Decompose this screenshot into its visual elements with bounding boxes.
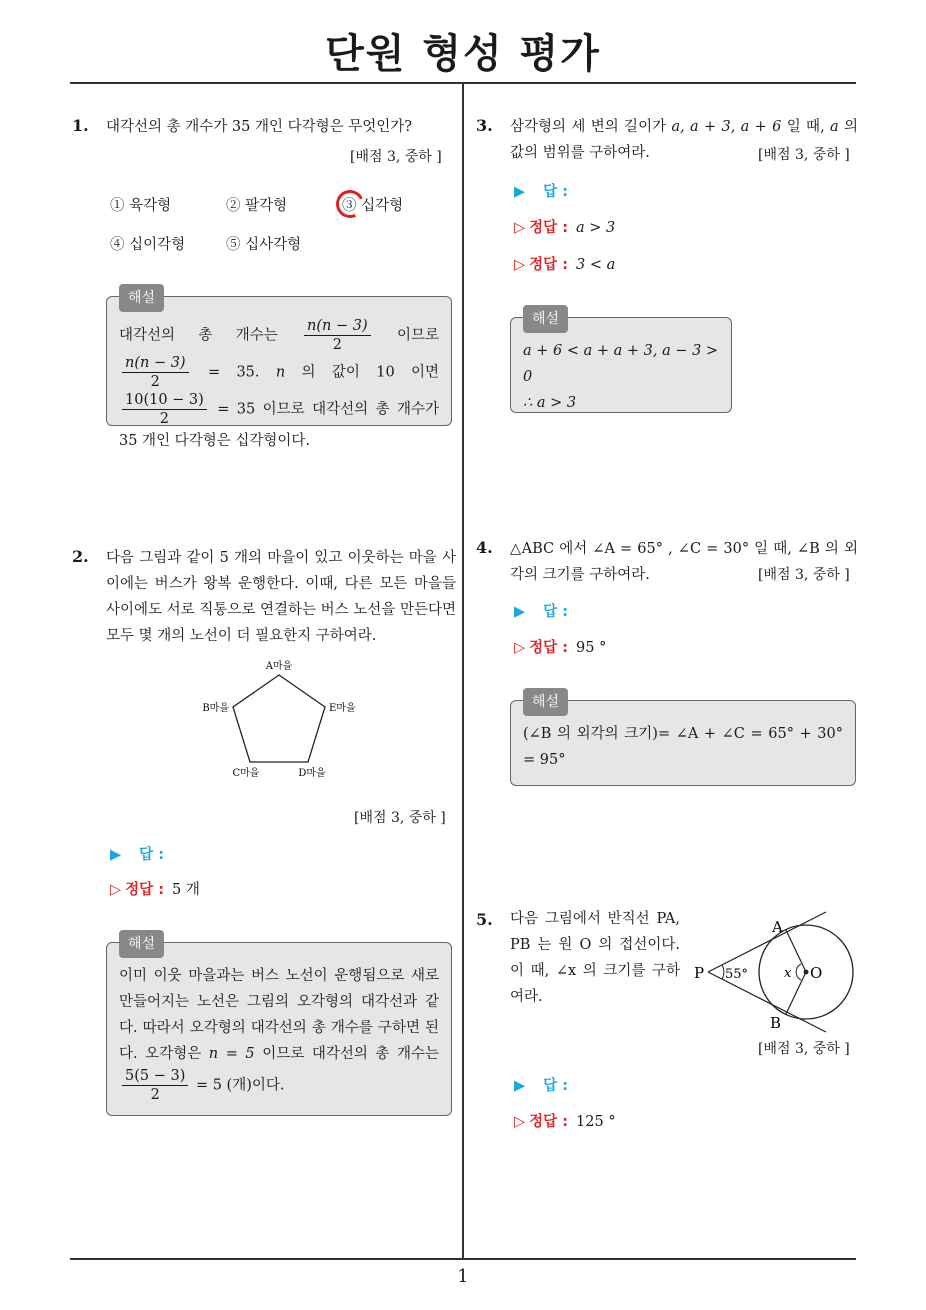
explanation-tag: 해설 — [523, 305, 568, 333]
numerator: n(n − 3) — [122, 354, 189, 373]
explanation-line: a + 6 < a + a + 3, a − 3 > 0 — [523, 343, 719, 385]
expl-text: = 5 (개)이다. — [195, 1077, 285, 1094]
numerator: 5(5 − 3) — [122, 1067, 188, 1086]
explanation-tag: 해설 — [119, 930, 164, 958]
point-b-label: B — [770, 1014, 782, 1032]
point-o-label: O — [810, 964, 823, 982]
choice-5[interactable]: ⑤ 십사각형 — [226, 237, 302, 253]
explanation-tag: 해설 — [119, 284, 164, 312]
denominator: 2 — [150, 1087, 160, 1103]
denominator: 2 — [159, 411, 170, 427]
play-outline-icon: ▷ — [110, 882, 122, 898]
answer-label: 답 : — [543, 184, 569, 200]
denominator: 2 — [150, 374, 160, 390]
village-label-b: B마을 — [202, 703, 229, 714]
explanation-text — [119, 317, 439, 454]
correct-value: 95 ° — [576, 640, 607, 656]
question-text: 대각선의 총 개수가 35 개인 다각형은 무엇인가? — [106, 119, 413, 135]
answer-row — [514, 180, 568, 201]
village-label-a: A마을 — [265, 661, 293, 672]
numerator: 10(10 − 3) — [122, 391, 207, 410]
play-outline-icon: ▷ — [514, 257, 526, 273]
angle-x-label: x — [784, 966, 792, 981]
correct-label: 정답 : — [529, 220, 569, 236]
expl-text: 35. — [236, 364, 260, 381]
expl-text: = 35 이므로 — [217, 401, 305, 418]
score-label: [배점 3, 중하 ] — [354, 810, 446, 826]
explanation-box — [510, 311, 732, 413]
fraction — [304, 317, 371, 354]
numerator: n(n − 3) — [304, 317, 371, 336]
expl-math: n — [275, 364, 286, 381]
answer-row — [514, 600, 568, 621]
play-outline-icon: ▷ — [514, 220, 526, 236]
question-text: 다음 그림과 같이 5 개의 마을이 있고 이웃하는 마을 사이에는 버스가 왕복 운행한다. 이때, 다른 모든 마을들 사이에도 서로 직통으로 연결하는 버스 노선을 만든다면 모두 몇 개의 노선이 더 필요한지 구하여라. — [106, 550, 456, 644]
answer-row — [514, 1074, 568, 1095]
angle-55-label: 55° — [725, 967, 749, 982]
explanation-text — [119, 963, 439, 1104]
choice-3[interactable]: ③ 십각형 — [342, 198, 404, 214]
question-number: 3. — [476, 116, 493, 135]
page-number: 1 — [457, 1266, 469, 1287]
score-label: [배점 3, 중하 ] — [350, 149, 442, 165]
answer-label: 답 : — [139, 847, 165, 863]
choice-4[interactable]: ④ 십이각형 — [110, 237, 186, 253]
play-outline-icon: ▷ — [514, 1114, 526, 1130]
play-icon: ▶ — [514, 604, 526, 620]
choice-2[interactable]: ② 팔각형 — [226, 198, 288, 214]
correct-value: a > 3 — [576, 220, 616, 236]
expl-math: n = 5 — [208, 1046, 255, 1062]
question-number: 5. — [476, 910, 493, 929]
play-icon: ▶ — [514, 184, 526, 200]
expl-text: 대각선의 총 개수는 — [119, 327, 278, 344]
explanation-box — [106, 936, 452, 1116]
correct-value: 5 개 — [172, 882, 200, 898]
correct-value: 3 < a — [576, 257, 616, 273]
fraction — [122, 354, 189, 391]
page-title: 단원 형성 평가 — [325, 31, 601, 77]
score-label: [배점 3, 중하 ] — [758, 1041, 850, 1057]
village-label-e: E마을 — [329, 703, 356, 714]
correct-value: 125 ° — [576, 1114, 616, 1130]
correct-label: 정답 : — [125, 882, 165, 898]
bottom-divider — [70, 1258, 856, 1260]
question-number: 2. — [72, 547, 89, 566]
explanation-box — [106, 290, 452, 449]
correct-answer-row — [514, 636, 606, 657]
denominator: 2 — [332, 337, 342, 353]
question-number: 4. — [476, 538, 493, 557]
tangent-circle-figure — [692, 908, 860, 1036]
correct-label: 정답 : — [529, 257, 569, 273]
village-label-d: D마을 — [298, 768, 326, 779]
column-divider — [462, 82, 464, 1258]
explanation-box — [510, 694, 856, 786]
play-icon: ▶ — [514, 1078, 526, 1094]
expl-text: 이미 이웃 마을과는 버스 노선이 운행됨으로 새로 만들어지는 노선은 그림의 오각형의 대각선과 같다. 따라서 오각형의 대각선의 총 개수를 구하면 된다. 오각형은 — [119, 968, 439, 1062]
explanation-text: (∠B 의 외각의 크기)= ∠A + ∠C = 65° + 30° = 95° — [523, 726, 843, 768]
correct-answer-row — [514, 1110, 616, 1131]
expl-text: 대각선의 총 개수가 35 개인 다각형은 십각형이다. — [119, 401, 440, 449]
play-outline-icon: ▷ — [514, 640, 526, 656]
point-a-label: A — [772, 918, 783, 936]
score-label: [배점 3, 중하 ] — [758, 147, 850, 163]
pentagon-figure — [196, 655, 366, 783]
correct-answer-row — [514, 253, 615, 274]
explanation-tag: 해설 — [523, 688, 568, 716]
answer-label: 답 : — [543, 1078, 569, 1094]
text: 일 때, — [786, 119, 825, 135]
text: 삼각형의 세 변의 길이가 — [510, 119, 667, 135]
correct-label: 정답 : — [529, 640, 569, 656]
answer-label: 답 : — [543, 604, 569, 620]
correct-label: 정답 : — [529, 1114, 569, 1130]
correct-answer-row — [110, 878, 200, 899]
question-text: △ABC 에서 ∠A = 65° , ∠C = 30° 일 때, ∠B 의 외각의 크기를 구하여라. — [510, 541, 858, 583]
math: a — [830, 119, 839, 135]
expl-text: 의 값이 10 이면 — [301, 364, 440, 381]
play-icon: ▶ — [110, 847, 122, 863]
choice-1[interactable]: ① 육각형 — [110, 198, 172, 214]
math: a, a + 3, a + 6 — [671, 119, 782, 135]
point-p-label: P — [694, 964, 705, 982]
selected-answer-mark — [332, 186, 368, 222]
score-label: [배점 3, 중하 ] — [758, 567, 850, 583]
question-text: 다음 그림에서 반직선 PA, PB 는 원 O 의 접선이다. 이 때, ∠x 의 크기를 구하여라. — [510, 911, 680, 1005]
correct-answer-row — [514, 216, 615, 237]
answer-row — [110, 843, 164, 864]
expl-text: = — [207, 364, 221, 381]
question-number: 1. — [72, 116, 89, 135]
fraction — [122, 1067, 188, 1104]
expl-text: 이므로 — [396, 327, 439, 344]
expl-text: 이므로 대각선의 총 개수는 — [262, 1046, 440, 1062]
text: 의 값의 범위를 구하여라. — [510, 119, 859, 161]
fraction — [122, 391, 207, 428]
explanation-line: ∴ a > 3 — [523, 395, 577, 411]
village-label-c: C마을 — [232, 768, 260, 779]
